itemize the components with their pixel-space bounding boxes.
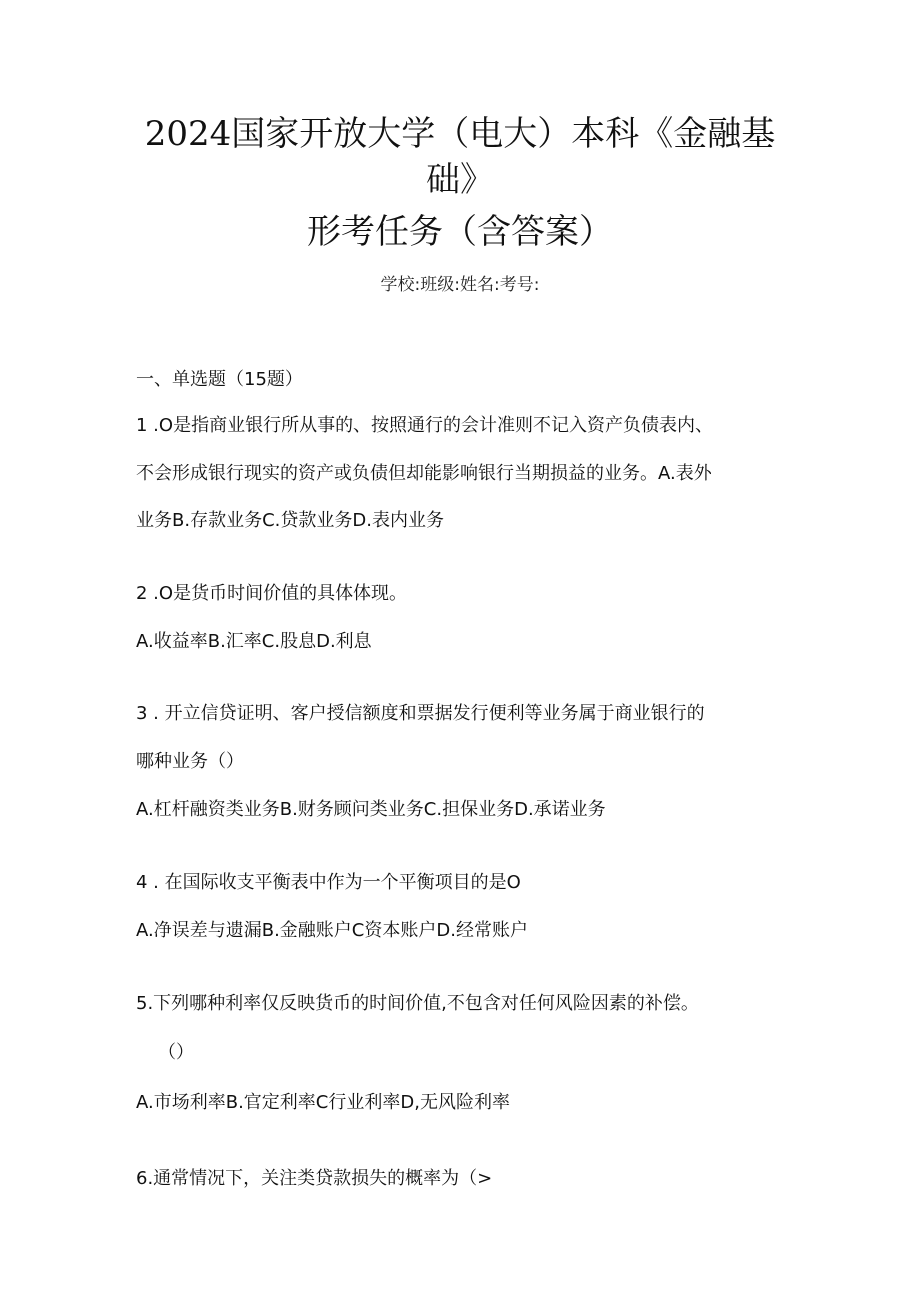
question-2-line-1: 2 .O是货币时间价值的具体体现。 — [136, 583, 408, 604]
question-1-line-2: 不会形成银行现实的资产或负债但却能影响银行当期损益的业务。A.表外 — [136, 463, 712, 484]
document-title-line-1: 2024国家开放大学（电大）本科《金融基 — [144, 114, 776, 154]
question-3-line-2: 哪种业务（） — [136, 751, 244, 772]
question-6-line-1: 6.通常情况下，关注类贷款损失的概率为（> — [136, 1168, 493, 1189]
document-title-line-3: 形考任务（含答案） — [307, 212, 613, 252]
question-3-line-1: 3 . 开立信贷证明、客户授信额度和票据发行便利等业务属于商业银行的 — [136, 703, 705, 724]
question-5-line-1: 5.下列哪种利率仅反映货币的时间价值,不包含对任何风险因素的补偿。 — [136, 993, 699, 1014]
question-4-line-1: 4 . 在国际收支平衡表中作为一个平衡项目的是O — [136, 872, 521, 893]
question-1-line-3: 业务B.存款业务C.贷款业务D.表内业务 — [136, 510, 444, 531]
question-3-options: A.杠杆融资类业务B.财务顾问类业务C.担保业务D.承诺业务 — [136, 799, 606, 820]
question-5-options: A.市场利率B.官定利率C行业利率D,无风险利率 — [136, 1092, 510, 1113]
question-4-options: A.净误差与遗漏B.金融账户C资本账户D.经常账户 — [136, 920, 528, 941]
question-2-options: A.收益率B.汇率C.股息D.利息 — [136, 631, 372, 652]
question-1-line-1: 1 .O是指商业银行所从事的、按照通行的会计准则不记入资产负债表内、 — [136, 415, 714, 436]
document-title-line-2: 础》 — [426, 160, 494, 200]
section-heading: 一、单选题（15题） — [136, 369, 303, 390]
student-info-line: 学校:班级:姓名:考号: — [380, 275, 540, 295]
question-5-line-2: （） — [158, 1042, 194, 1063]
